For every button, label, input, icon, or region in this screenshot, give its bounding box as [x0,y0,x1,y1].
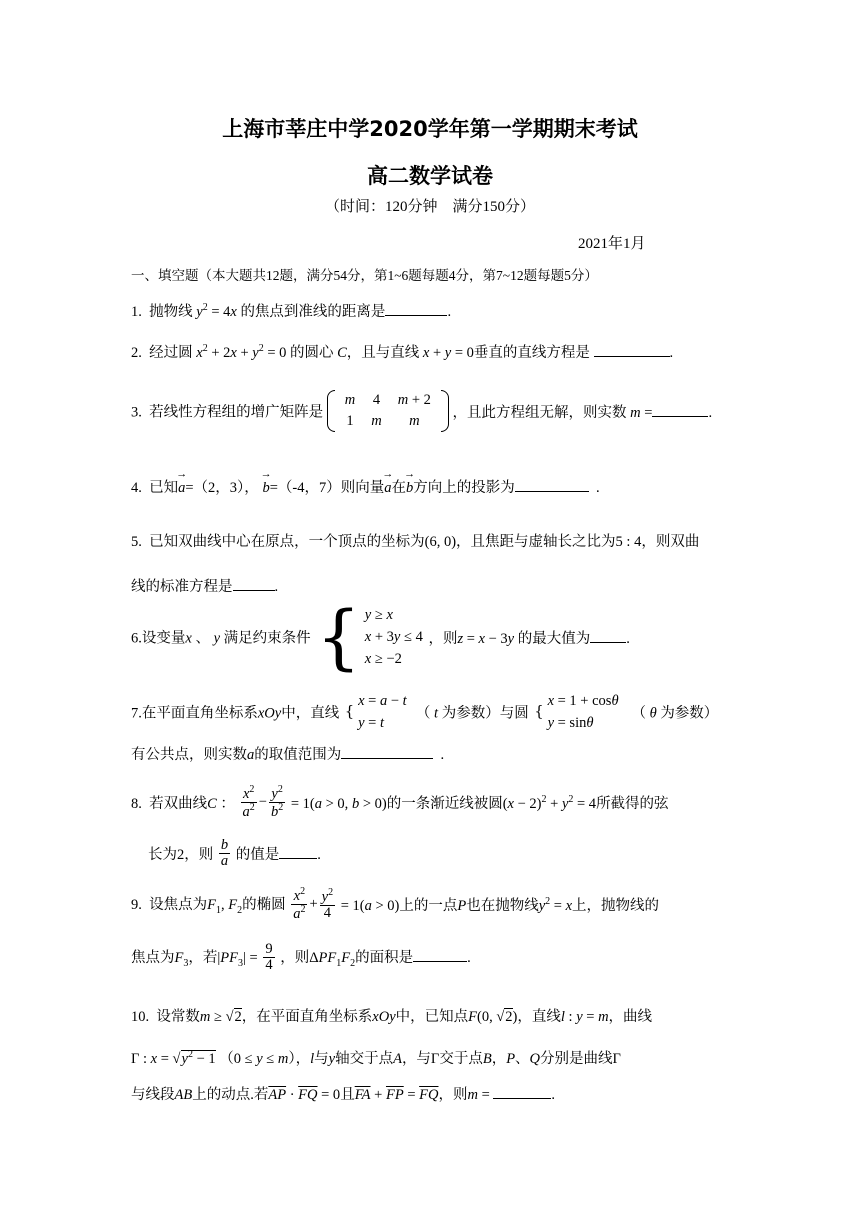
answer-blank[interactable] [385,301,447,316]
answer-blank[interactable] [413,947,467,962]
question-7: 7.在平面直角坐标系xOy中，直线 { x = a − t y = t （ t 为参数）与圆 { x = 1 + cosθ y = sinθ （ θ 为参数） [131,690,718,734]
line-parametric: { x = a − t y = t [344,693,407,731]
answer-blank[interactable] [493,1084,551,1099]
question-5: 5. 已知双曲线中心在原点，一个顶点的坐标为(6, 0)，且焦距与虚轴长之比为5 : 4，则双曲 [131,534,700,550]
answer-blank[interactable] [279,844,317,859]
question-10-line3: 与线段AB上的动点.若$\overline{AP} \cdot \overline{FQ} = 0$且$\overline{FA} + \overline{FP} = \overline{FQ}$，则m = . [131,1083,555,1104]
exam-title: 上海市莘庄中学2020学年第一学期期末考试 [222,117,638,141]
constraint-system: { y ≥ x x + 3y ≤ 4 x ≥ −2 [316,596,423,678]
answer-blank[interactable] [233,576,275,591]
answer-blank[interactable] [590,628,626,643]
question-8: 8. 若双曲线C ： $\frac{x^2}{a^2}$ − $\frac{y^2}{b^2}$ = 1(a > 0, b > 0)的一条渐近线被圆$(x - 2)^2 + y^2 = 4$所截得的弦 [131,784,669,820]
question-8-cont: 长为2，则 $\frac{b}{a}$ 的值是 . [148,837,321,870]
question-3: 3. 若线性方程组的增广矩阵是 m 4 m + 2 1 m m ，且此方程组无解，则实数 m = . [131,390,712,432]
time-info: （时间：120分钟 满分150分） [324,199,535,215]
answer-blank[interactable] [515,477,589,492]
question-4: 4. 已知→ a=（2，3）， → b=（-4，7）则向量→ a在→ b方向上的投影为 . [131,476,600,497]
section-heading: 一、填空题（本大题共12题，满分54分，第1~6题每题4分，第7~12题每题5分） [131,268,598,283]
answer-blank[interactable] [652,402,708,417]
question-7-cont: 有公共点，则实数a的取值范围为 . [131,743,444,764]
answer-blank[interactable] [341,744,433,759]
answer-blank[interactable] [594,342,670,357]
question-6: 6.设变量x 、 y 满足约束条件 { y ≥ x x + 3y ≤ 4 x ≥ −2 ，则z = x − 3y 的最大值为 . [131,596,630,678]
exam-subtitle: 高二数学试卷 [367,164,493,188]
augmented-matrix: m 4 m + 2 1 m m [327,390,449,432]
exam-date: 2021年1月 [578,236,646,252]
question-2: 2. 经过圆 $x^2 + 2x + y^2 = 0$ 的圆心 C，且与直线 x + y = 0垂直的直线方程是 . [131,343,674,361]
question-9-cont: 焦点为$F_3$，若$|PF_3|$ = $\frac{9}{4}$ ，则$\Delta PF_1F_2$的面积是 . [131,941,471,974]
circle-parametric: { x = 1 + cosθ y = sinθ [534,693,619,731]
question-10: 10. 设常数m ≥ √2，在平面直角坐标系xOy中，已知点F(0, √2)，直线l : y = m，曲线 [131,1009,653,1025]
question-1: 1. 抛物线 $y^2 = 4x$ 的焦点到准线的距离是 . [131,302,452,320]
question-5-cont: 线的标准方程是 . [131,575,278,596]
question-10-line2: Γ : $x = √y^2 - 1$ （0 ≤ y ≤ m），l与y轴交于点A，与Γ交于点B，P、Q分别是曲线Γ [131,1049,621,1067]
question-9: 9. 设焦点为$F_1$, $F_2$的椭圆 $\frac{x^2}{a^2}$ + $\frac{y^2}{4}$ = 1(a > 0)上的一点P也在抛物线$y^2 = x$上，抛物线的 [131,886,660,922]
